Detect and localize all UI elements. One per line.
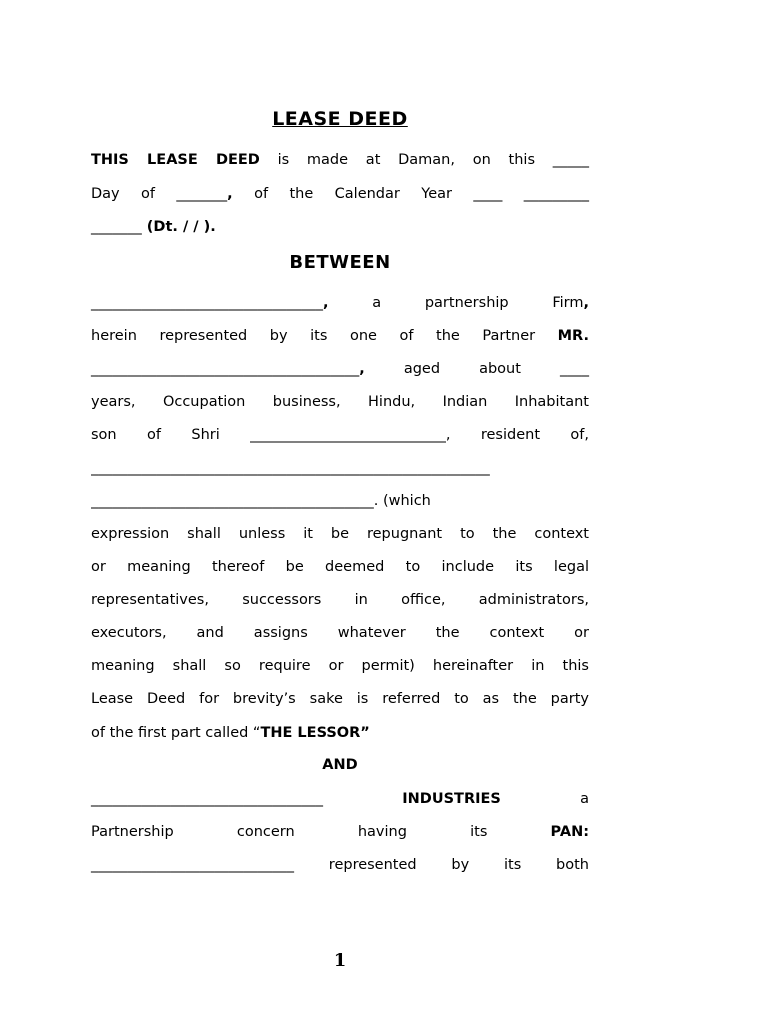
line-text: Day of _______: [91, 186, 228, 202]
paragraph-line-20: ____________________________ represented by its both: [91, 857, 589, 873]
paragraph-line-2: [91, 184, 589, 204]
line-text: ________________________________: [91, 295, 323, 311]
document-title: LEASE DEED: [272, 108, 408, 130]
bold-phrase-this-lease-deed: THIS LEASE DEED: [91, 152, 260, 168]
line-text: ________________________________: [91, 791, 323, 807]
paragraph-line-7: years, Occupation business, Hindu, Indian Inhabitant: [91, 394, 589, 410]
line-text: _______: [91, 219, 142, 235]
paragraph-line-14: executors, and assigns whatever the context or: [91, 625, 589, 641]
line-text: _____________________________________: [91, 361, 360, 377]
paragraph-line-11: expression shall unless it be repugnant to the context: [91, 526, 589, 542]
line-text: aged about ____: [364, 361, 589, 377]
line-text: Partnership concern having its: [91, 824, 551, 840]
bold-comma: ,: [583, 295, 589, 311]
paragraph-line-19: [91, 822, 589, 842]
bold-comma: ,: [359, 361, 365, 377]
line-text: a partnership Firm: [328, 295, 584, 311]
and-heading: AND: [322, 757, 358, 773]
paragraph-line-6: [91, 359, 589, 379]
line-text: a: [580, 791, 590, 807]
paragraph-line-5: [91, 326, 589, 346]
bold-industries: INDUSTRIES: [402, 791, 501, 807]
line-text: of the first part called “: [91, 725, 261, 741]
bold-comma: ,: [323, 295, 329, 311]
bold-the-lessor: THE LESSOR”: [260, 725, 370, 741]
line-text: of the Calendar Year ____ _________: [232, 186, 590, 202]
paragraph-line-10: _______________________________________. (which: [91, 493, 431, 509]
bold-mr: MR.: [557, 328, 589, 344]
paragraph-line-12: or meaning thereof be deemed to include its legal: [91, 559, 589, 575]
page-number: 1: [333, 950, 347, 971]
bold-pan: PAN:: [550, 824, 589, 840]
paragraph-line-3: [91, 217, 589, 237]
paragraph-line-13: representatives, successors in office, administrators,: [91, 592, 589, 608]
bold-comma: ,: [227, 186, 233, 202]
between-heading: BETWEEN: [289, 252, 391, 273]
line-text: is made at Daman, on this _____: [259, 152, 589, 168]
paragraph-line-16: Lease Deed for brevity’s sake is referred to as the party: [91, 691, 589, 707]
paragraph-line-4: [91, 293, 589, 313]
paragraph-line-8: son of Shri ___________________________, resident of,: [91, 427, 589, 443]
paragraph-line-9: _______________________________________________________: [91, 460, 490, 476]
line-text: herein represented by its one of the Partner: [91, 328, 558, 344]
paragraph-line-17: [91, 723, 589, 743]
paragraph-line-18: [91, 789, 589, 809]
paragraph-line-15: meaning shall so require or permit) hereinafter in this: [91, 658, 589, 674]
paragraph-line-1: [91, 150, 589, 170]
bold-date-placeholder: (Dt. / / ).: [141, 219, 216, 235]
